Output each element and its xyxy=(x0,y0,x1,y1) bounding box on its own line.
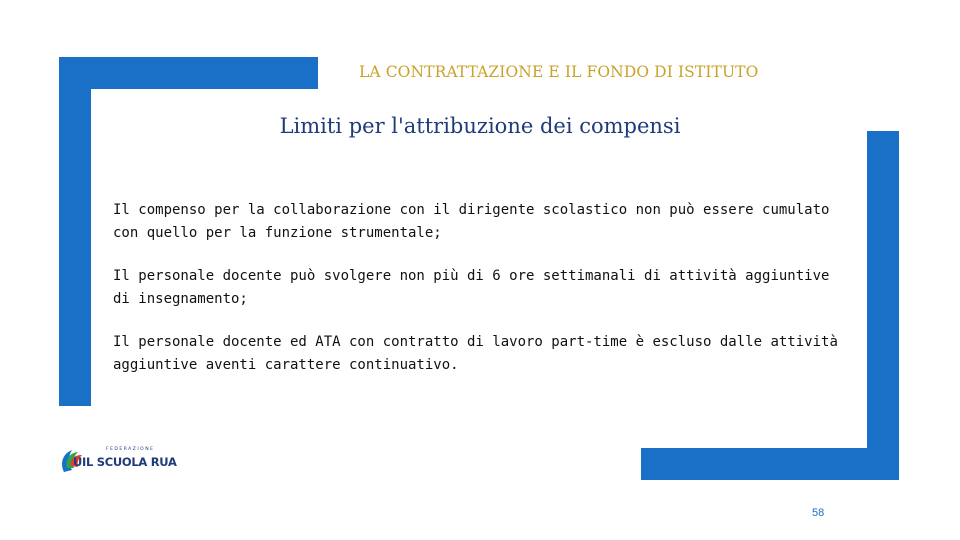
slide-content xyxy=(113,199,843,397)
decorative-bar-bottom xyxy=(641,448,899,480)
logo-small-text: FEDERAZIONE xyxy=(106,447,155,452)
subtitle-text: Limiti per l'attribuzione dei compensi xyxy=(279,114,681,138)
uil-scuola-rua-logo xyxy=(60,444,177,476)
content-paragraph: Il personale docente ed ATA con contratto di lavoro part-time è escluso dalle attività aggiuntive aventi carattere continuativo. xyxy=(113,334,838,373)
decorative-bar-right xyxy=(867,131,899,480)
decorative-bar-left xyxy=(59,57,91,406)
logo-brand-text: UIL SCUOLA RUA xyxy=(73,455,177,469)
page-number: 58 xyxy=(812,507,825,519)
slide-subtitle xyxy=(0,114,960,138)
content-paragraph: Il compenso per la collaborazione con il dirigente scolastico non può essere cumulato con quello per la funzione strumentale; xyxy=(113,202,830,241)
decorative-bar-top xyxy=(59,57,318,89)
slide-header: LA CONTRATTAZIONE E IL FONDO DI ISTITUTO xyxy=(359,63,759,81)
content-paragraph: Il personale docente può svolgere non più di 6 ore settimanali di attività aggiuntive di insegnamento; xyxy=(113,268,830,307)
